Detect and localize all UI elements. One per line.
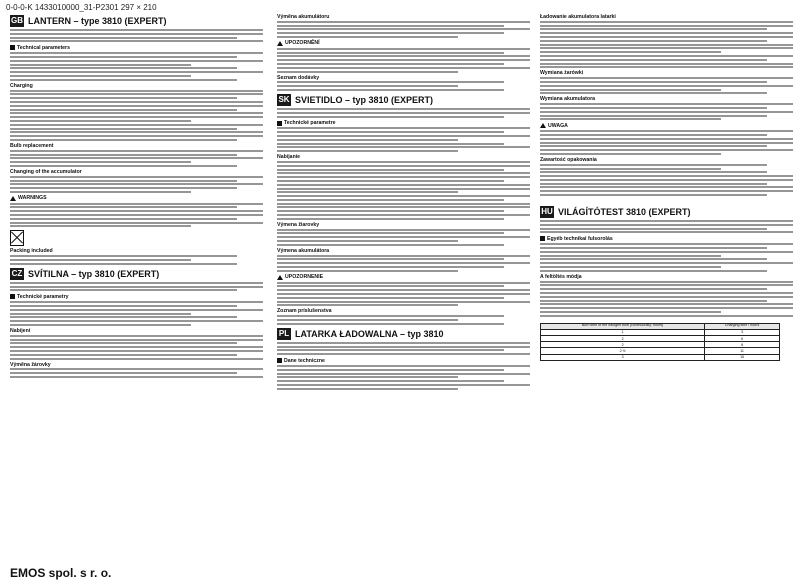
cz-title: SVÍTILNA – typ 3810 (EXPERT) [28,268,160,279]
table-cell: 6 [705,335,780,341]
column-1 [10,12,268,380]
table-cell: 3 [541,354,705,360]
gb-bulb-heading: Bulb replacement [10,142,54,149]
pl-tech-params-heading: Dane techniczne [277,358,535,363]
hu-language-code: HU [541,207,553,217]
pl-language-code: PL [278,328,290,338]
cz-packing-heading: Seznam dodávky [277,74,320,81]
sk-tech-params-heading: Technické parametre [277,121,535,126]
table-header-charging-time: Charging time / hours [705,323,780,329]
table-cell: 2 ½ [541,348,705,354]
pl-section-heading [277,328,535,340]
gb-charging-heading: Charging [10,82,33,89]
sk-charging-heading: Nabíjanie [277,154,301,161]
hu-title: VILÁGÍTÓTEST 3810 (EXPERT) [558,207,691,218]
bullet-icon [10,294,15,299]
pl-packing-heading: Zawartość opakowania [540,156,597,163]
pl-accumulator-heading: Wymiana akumulatora [540,96,595,103]
pl-charging-heading: Ładowanie akumulatora latarki [540,14,616,20]
sk-bulb-heading: Výmena žiarovky [277,221,320,228]
warning-icon [10,196,16,201]
sk-section-heading [277,94,535,106]
table-row [541,354,780,360]
cz-bulb-heading: Výměna žárovky [10,361,51,368]
column-2 [277,12,535,392]
cz-accumulator-heading: Výměna akumulátoru [277,14,330,20]
warning-icon [277,41,283,46]
warning-icon [277,275,283,280]
sk-language-code: SK [278,94,290,104]
bullet-icon [10,45,15,50]
pl-bulb-heading: Wymiana żarówki [540,70,584,77]
gb-section-heading [10,15,268,27]
gb-tech-params-heading: Technical parameters [10,45,268,50]
crossed-bin-icon [10,230,24,246]
sk-warnings-heading: UPOZORNENIE [277,275,535,280]
gb-warnings-heading: WARNINGS [10,196,268,201]
bullet-icon [277,121,282,126]
column-3 [540,12,798,361]
table-header-burn-time: Burn time of the halogen bulb (continuously; hours) [541,323,705,329]
company-name: EMOS spol. s r. o. [10,566,112,580]
sk-title: SVIETIDLO – typ 3810 (EXPERT) [295,94,434,105]
bullet-icon [277,358,282,363]
sk-packing-heading: Zoznam príslušenstva [277,308,332,315]
table-cell: 11 [705,348,780,354]
table-cell: 3 [705,329,780,335]
table-cell: 2 [541,335,705,341]
table-cell: 1 [541,329,705,335]
table-cell: 2 [541,342,705,348]
gb-language-code: GB [11,16,23,25]
table-cell: 15 [705,354,780,360]
sk-accumulator-heading: Výmena akumulátora [277,247,330,254]
hu-section-heading [540,206,798,218]
hu-charging-heading: A feltöltés módja [540,273,582,280]
charging-time-table [540,323,780,361]
bullet-icon [540,236,545,241]
cz-charging-heading: Nabíjení [10,328,31,335]
cz-tech-params-heading: Technické parametry [10,294,268,299]
cz-language-code: CZ [11,268,23,278]
hu-tech-params-heading: Egyéb technikai fulsorolás [540,236,798,241]
gb-title: LANTERN – type 3810 (EXPERT) [28,16,167,26]
cz-section-heading [10,268,268,280]
warning-icon [540,123,546,128]
table-cell: 8 [705,342,780,348]
gb-packing-heading: Packing included [10,248,53,255]
gb-accumulator-heading: Changing of the accumulator [10,168,82,175]
pl-warnings-heading: UWAGA [540,123,798,128]
cz-warnings-heading: UPOZORNĚNÍ [277,41,535,46]
pl-title: LATARKA ŁADOWALNA – typ 3810 [295,328,444,339]
print-header: 0-0-0-K 1433010000_31-P2301 297 × 210 [6,3,157,12]
